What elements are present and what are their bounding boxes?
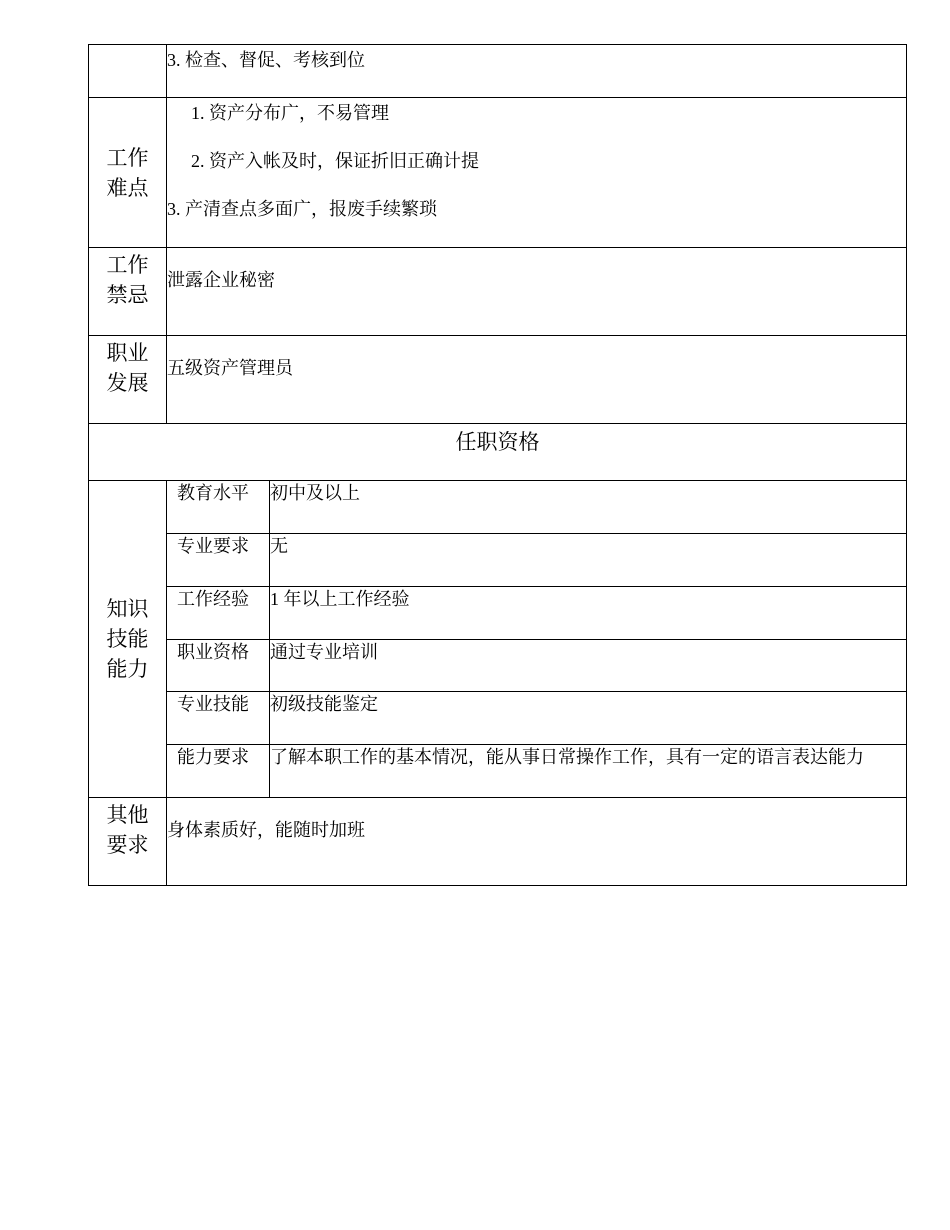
qualification-value-experience: 1 年以上工作经验 xyxy=(270,587,907,640)
qualification-value-education: 初中及以上 xyxy=(270,481,907,534)
difficulties-label: 工作 难点 xyxy=(89,98,167,248)
job-description-table xyxy=(88,44,907,886)
career-value: 五级资产管理员 xyxy=(167,336,907,424)
career-row xyxy=(89,336,907,424)
responsibility-item-3: 3. 检查、督促、考核到位 xyxy=(167,50,365,70)
qualification-row xyxy=(89,534,907,587)
qualifications-label: 知识 技能 能力 xyxy=(89,481,167,798)
difficulties-content-cell xyxy=(167,98,907,248)
career-label: 职业 发展 xyxy=(89,336,167,424)
difficulty-item-1: 1. 资产分布广，不易管理 xyxy=(191,103,389,123)
qualification-value-ability: 了解本职工作的基本情况，能从事日常操作工作，具有一定的语言表达能力 xyxy=(270,745,907,798)
difficulty-item-3: 3. 产清查点多面广，报废手续繁琐 xyxy=(167,199,437,219)
qualification-row xyxy=(89,640,907,692)
responsibility-content-cell xyxy=(167,45,907,98)
qualification-label-certification: 职业资格 xyxy=(167,640,270,692)
qualification-row xyxy=(89,587,907,640)
other-value: 身体素质好，能随时加班 xyxy=(167,798,907,886)
taboos-label: 工作 禁忌 xyxy=(89,248,167,336)
qualification-row xyxy=(89,692,907,745)
qualification-label-skills: 专业技能 xyxy=(167,692,270,745)
difficulty-item-2: 2. 资产入帐及时，保证折旧正确计提 xyxy=(191,151,479,171)
other-row xyxy=(89,798,907,886)
qualification-row xyxy=(89,745,907,798)
other-label: 其他 要求 xyxy=(89,798,167,886)
qualifications-title: 任职资格 xyxy=(89,424,907,481)
qualifications-title-row xyxy=(89,424,907,481)
qualification-label-education: 教育水平 xyxy=(167,481,270,534)
responsibility-continued-row xyxy=(89,45,907,98)
qualification-value-certification: 通过专业培训 xyxy=(270,640,907,692)
responsibility-label-cell xyxy=(89,45,167,98)
qualification-label-major: 专业要求 xyxy=(167,534,270,587)
qualification-value-major: 无 xyxy=(270,534,907,587)
taboos-row xyxy=(89,248,907,336)
qualification-label-ability: 能力要求 xyxy=(167,745,270,798)
difficulties-row xyxy=(89,98,907,248)
qualification-value-skills: 初级技能鉴定 xyxy=(270,692,907,745)
taboos-value: 泄露企业秘密 xyxy=(167,248,907,336)
qualification-label-experience: 工作经验 xyxy=(167,587,270,640)
qualification-row xyxy=(89,481,907,534)
